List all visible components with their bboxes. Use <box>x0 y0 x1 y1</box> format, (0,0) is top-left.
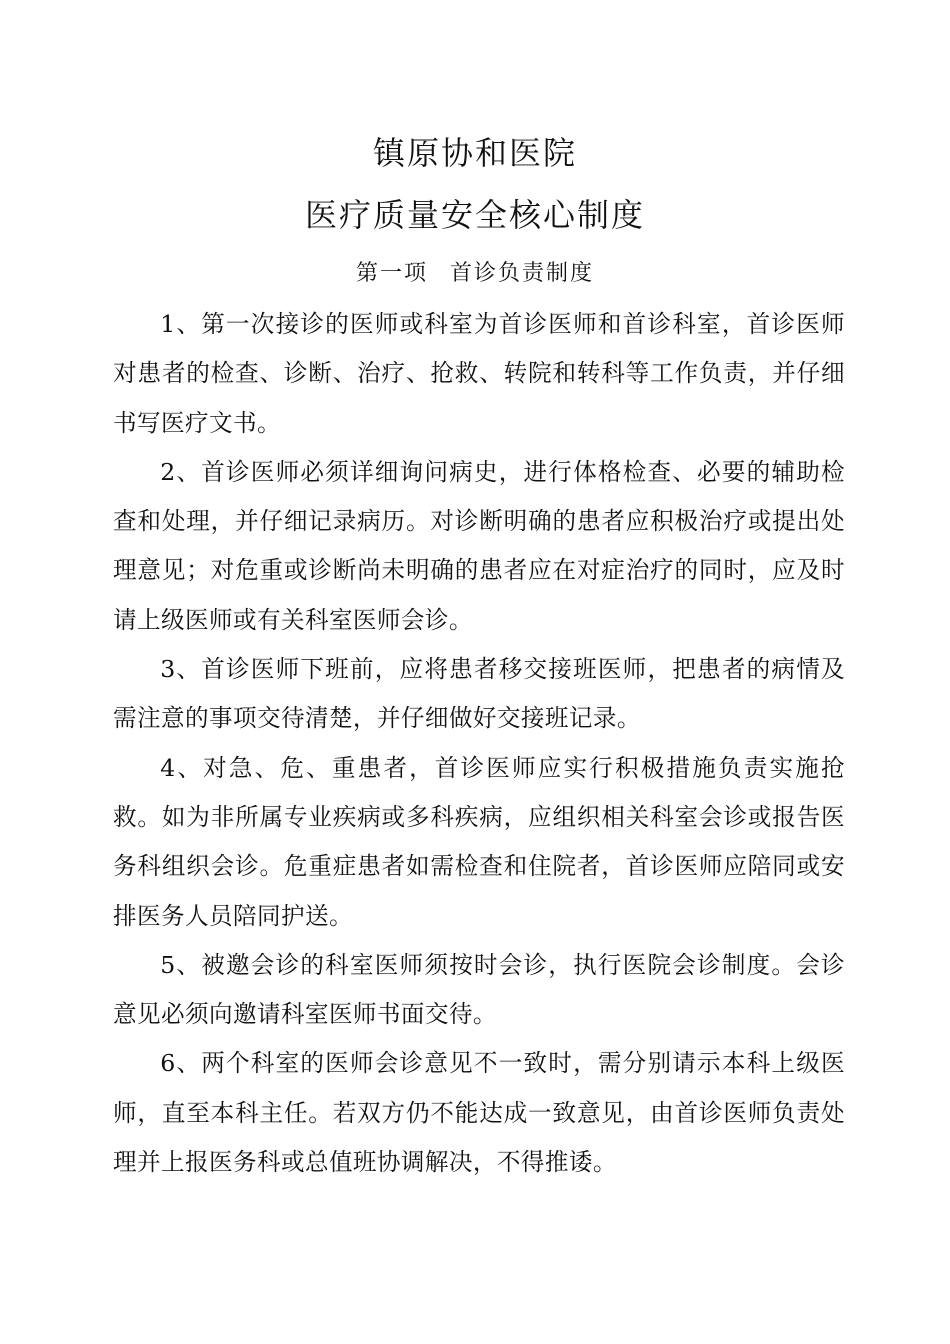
paragraph-6: 6、两个科室的医师会诊意见不一致时，需分别请示本科上级医师，直至本科主任。若双方仍不能达成一致意见，由首诊医师负责处理并上报医务科或总值班协调解决，不得推诿。 <box>113 1049 845 1177</box>
paragraph-4: 4、对急、危、重患者，首诊医师应实行积极措施负责实施抢救。如为非所属专业疾病或多科疾病，应组织相关科室会诊或报告医务科组织会诊。危重症患者如需检查和住院者，首诊医师应陪同或安排医务人员陪同护送。 <box>113 753 845 930</box>
section-heading <box>0 256 950 287</box>
document-body <box>113 300 845 1187</box>
paragraph-5: 5、被邀会诊的科室医师须按时会诊，执行医院会诊制度。会诊意见必须向邀请科室医师书面交待。 <box>113 950 845 1029</box>
paragraph-2: 2、首诊医师必须详细询问病史，进行体格检查、必要的辅助检查和处理，并仔细记录病历。对诊断明确的患者应积极治疗或提出处理意见；对危重或诊断尚未明确的患者应在对症治疗的同时，应及时请上级医师或有关科室医师会诊。 <box>113 457 845 634</box>
section-title: 首诊负责制度 <box>450 261 595 286</box>
hospital-name: 镇原协和医院 <box>372 134 577 172</box>
paragraph-1: 1、第一次接诊的医师或科室为首诊医师和首诊科室，首诊医师对患者的检查、诊断、治疗、抢救、转院和转科等工作负责，并仔细书写医疗文书。 <box>113 310 845 437</box>
section-number: 第一项 <box>355 261 428 286</box>
paragraph-3: 3、首诊医师下班前，应将患者移交接班医师，把患者的病情及需注意的事项交待清楚，并仔细做好交接班记录。 <box>113 655 845 733</box>
document-title: 医疗质量安全核心制度 <box>304 196 645 234</box>
